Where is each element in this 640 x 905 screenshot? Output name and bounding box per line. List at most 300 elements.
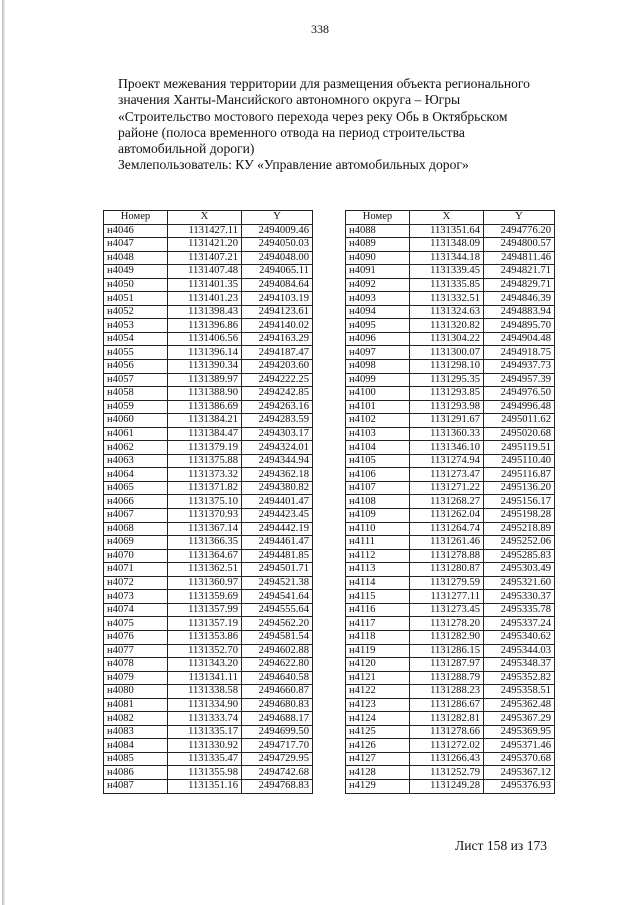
table-row <box>104 725 313 739</box>
y-coordinate-cell: 2495020.68 <box>484 427 555 441</box>
x-coordinate-cell: 1131273.47 <box>410 468 484 482</box>
table-row <box>104 603 313 617</box>
table-row <box>346 644 555 658</box>
x-coordinate-cell: 1131288.23 <box>410 685 484 699</box>
point-number-cell: н4128 <box>346 766 410 780</box>
table-row <box>346 238 555 252</box>
point-number-cell: н4053 <box>104 319 168 333</box>
y-coordinate-cell: 2495303.49 <box>484 563 555 577</box>
y-coordinate-cell: 2494729.95 <box>242 752 313 766</box>
x-coordinate-cell: 1131277.11 <box>410 590 484 604</box>
point-number-cell: н4080 <box>104 685 168 699</box>
table-row <box>346 671 555 685</box>
x-coordinate-cell: 1131352.70 <box>168 644 242 658</box>
table-row <box>346 603 555 617</box>
x-coordinate-cell: 1131390.34 <box>168 360 242 374</box>
table-row <box>346 305 555 319</box>
x-coordinate-cell: 1131298.10 <box>410 360 484 374</box>
x-coordinate-cell: 1131268.27 <box>410 495 484 509</box>
y-coordinate-cell: 2494009.46 <box>242 224 313 238</box>
y-coordinate-cell: 2494541.64 <box>242 590 313 604</box>
y-coordinate-cell: 2494140.02 <box>242 319 313 333</box>
x-coordinate-cell: 1131357.99 <box>168 603 242 617</box>
point-number-cell: н4050 <box>104 278 168 292</box>
y-coordinate-cell: 2494800.57 <box>484 238 555 252</box>
point-number-cell: н4114 <box>346 576 410 590</box>
x-coordinate-cell: 1131421.20 <box>168 238 242 252</box>
y-coordinate-cell: 2495337.24 <box>484 617 555 631</box>
scan-edge-shadow <box>2 0 5 905</box>
table-row <box>104 590 313 604</box>
table-row <box>104 414 313 428</box>
point-number-cell: н4094 <box>346 305 410 319</box>
point-number-cell: н4082 <box>104 712 168 726</box>
heading-line: районе (полоса временного отвода на период строительства <box>118 124 465 140</box>
point-number-cell: н4123 <box>346 698 410 712</box>
table-row <box>104 346 313 360</box>
y-coordinate-cell: 2495369.95 <box>484 725 555 739</box>
point-number-cell: н4095 <box>346 319 410 333</box>
y-coordinate-cell: 2495285.83 <box>484 549 555 563</box>
y-coordinate-cell: 2494688.17 <box>242 712 313 726</box>
y-coordinate-cell: 2494918.75 <box>484 346 555 360</box>
point-number-cell: н4103 <box>346 427 410 441</box>
table-row <box>104 698 313 712</box>
table-row <box>346 251 555 265</box>
point-number-cell: н4129 <box>346 779 410 793</box>
table-row <box>104 265 313 279</box>
table-row <box>104 644 313 658</box>
point-number-cell: н4047 <box>104 238 168 252</box>
y-coordinate-cell: 2494203.60 <box>242 360 313 374</box>
y-coordinate-cell: 2494380.82 <box>242 481 313 495</box>
table-row <box>346 779 555 793</box>
table-row <box>104 427 313 441</box>
table-row <box>104 332 313 346</box>
point-number-cell: н4048 <box>104 251 168 265</box>
y-coordinate-cell: 2495367.29 <box>484 712 555 726</box>
point-number-cell: н4086 <box>104 766 168 780</box>
y-coordinate-cell: 2495340.62 <box>484 630 555 644</box>
point-number-cell: н4090 <box>346 251 410 265</box>
table-row <box>104 468 313 482</box>
x-coordinate-cell: 1131359.69 <box>168 590 242 604</box>
y-coordinate-cell: 2494717.70 <box>242 739 313 753</box>
table-row <box>346 481 555 495</box>
y-coordinate-cell: 2494742.68 <box>242 766 313 780</box>
x-coordinate-cell: 1131389.97 <box>168 373 242 387</box>
point-number-cell: н4063 <box>104 454 168 468</box>
table-row <box>346 400 555 414</box>
point-number-cell: н4106 <box>346 468 410 482</box>
point-number-cell: н4104 <box>346 441 410 455</box>
x-coordinate-cell: 1131320.82 <box>410 319 484 333</box>
y-coordinate-cell: 2494187.47 <box>242 346 313 360</box>
heading-line: значения Ханты-Мансийского автономного округа – Югры <box>118 92 461 108</box>
table-row <box>346 563 555 577</box>
x-coordinate-cell: 1131362.51 <box>168 563 242 577</box>
x-coordinate-cell: 1131427.11 <box>168 224 242 238</box>
y-coordinate-cell: 2495352.82 <box>484 671 555 685</box>
x-coordinate-cell: 1131371.82 <box>168 481 242 495</box>
table-row <box>104 292 313 306</box>
table-row <box>104 481 313 495</box>
y-coordinate-cell: 2494622.80 <box>242 658 313 672</box>
y-coordinate-cell: 2494123.61 <box>242 305 313 319</box>
x-coordinate-cell: 1131335.47 <box>168 752 242 766</box>
x-coordinate-cell: 1131334.90 <box>168 698 242 712</box>
x-coordinate-cell: 1131364.67 <box>168 549 242 563</box>
table-row <box>104 251 313 265</box>
point-number-cell: н4064 <box>104 468 168 482</box>
table-row <box>104 563 313 577</box>
point-number-cell: н4046 <box>104 224 168 238</box>
y-coordinate-cell: 2495370.68 <box>484 752 555 766</box>
point-number-cell: н4057 <box>104 373 168 387</box>
x-coordinate-cell: 1131272.02 <box>410 739 484 753</box>
x-coordinate-cell: 1131375.88 <box>168 454 242 468</box>
point-number-cell: н4068 <box>104 522 168 536</box>
point-number-cell: н4119 <box>346 644 410 658</box>
point-number-cell: н4113 <box>346 563 410 577</box>
header-y: Y <box>242 211 313 225</box>
x-coordinate-cell: 1131287.97 <box>410 658 484 672</box>
table-row <box>104 617 313 631</box>
table-row <box>346 319 555 333</box>
table-row <box>346 698 555 712</box>
y-coordinate-cell: 2494442.19 <box>242 522 313 536</box>
y-coordinate-cell: 2495362.48 <box>484 698 555 712</box>
x-coordinate-cell: 1131343.20 <box>168 658 242 672</box>
table-row <box>104 685 313 699</box>
point-number-cell: н4076 <box>104 630 168 644</box>
x-coordinate-cell: 1131332.51 <box>410 292 484 306</box>
x-coordinate-cell: 1131262.04 <box>410 509 484 523</box>
x-coordinate-cell: 1131293.85 <box>410 387 484 401</box>
y-coordinate-cell: 2494050.03 <box>242 238 313 252</box>
document-heading <box>118 76 588 174</box>
y-coordinate-cell: 2495348.37 <box>484 658 555 672</box>
y-coordinate-cell: 2495198.28 <box>484 509 555 523</box>
point-number-cell: н4049 <box>104 265 168 279</box>
right-coordinates-table-container <box>345 210 555 794</box>
y-coordinate-cell: 2494283.59 <box>242 414 313 428</box>
table-row <box>346 346 555 360</box>
point-number-cell: н4122 <box>346 685 410 699</box>
point-number-cell: н4078 <box>104 658 168 672</box>
point-number-cell: н4054 <box>104 332 168 346</box>
x-coordinate-cell: 1131341.11 <box>168 671 242 685</box>
x-coordinate-cell: 1131379.19 <box>168 441 242 455</box>
table-row <box>104 238 313 252</box>
point-number-cell: н4107 <box>346 481 410 495</box>
x-coordinate-cell: 1131351.16 <box>168 779 242 793</box>
right-coordinates-table <box>345 210 555 794</box>
table-row <box>104 360 313 374</box>
point-number-cell: н4111 <box>346 536 410 550</box>
table-header-row <box>104 211 313 225</box>
point-number-cell: н4059 <box>104 400 168 414</box>
point-number-cell: н4097 <box>346 346 410 360</box>
table-row <box>346 495 555 509</box>
x-coordinate-cell: 1131335.85 <box>410 278 484 292</box>
point-number-cell: н4060 <box>104 414 168 428</box>
x-coordinate-cell: 1131293.98 <box>410 400 484 414</box>
x-coordinate-cell: 1131384.21 <box>168 414 242 428</box>
x-coordinate-cell: 1131273.45 <box>410 603 484 617</box>
table-row <box>346 414 555 428</box>
x-coordinate-cell: 1131271.22 <box>410 481 484 495</box>
table-row <box>104 454 313 468</box>
table-row <box>104 441 313 455</box>
table-row <box>346 427 555 441</box>
y-coordinate-cell: 2494423.45 <box>242 509 313 523</box>
x-coordinate-cell: 1131360.33 <box>410 427 484 441</box>
point-number-cell: н4127 <box>346 752 410 766</box>
x-coordinate-cell: 1131386.69 <box>168 400 242 414</box>
table-row <box>346 658 555 672</box>
point-number-cell: н4125 <box>346 725 410 739</box>
y-coordinate-cell: 2494821.71 <box>484 265 555 279</box>
point-number-cell: н4102 <box>346 414 410 428</box>
y-coordinate-cell: 2495371.46 <box>484 739 555 753</box>
x-coordinate-cell: 1131261.46 <box>410 536 484 550</box>
table-row <box>346 590 555 604</box>
table-row <box>104 576 313 590</box>
table-row <box>346 712 555 726</box>
point-number-cell: н4093 <box>346 292 410 306</box>
x-coordinate-cell: 1131264.74 <box>410 522 484 536</box>
x-coordinate-cell: 1131346.10 <box>410 441 484 455</box>
y-coordinate-cell: 2494222.25 <box>242 373 313 387</box>
point-number-cell: н4108 <box>346 495 410 509</box>
y-coordinate-cell: 2495321.60 <box>484 576 555 590</box>
y-coordinate-cell: 2494242.85 <box>242 387 313 401</box>
x-coordinate-cell: 1131291.67 <box>410 414 484 428</box>
point-number-cell: н4067 <box>104 509 168 523</box>
point-number-cell: н4091 <box>346 265 410 279</box>
x-coordinate-cell: 1131396.14 <box>168 346 242 360</box>
table-row <box>104 278 313 292</box>
x-coordinate-cell: 1131282.81 <box>410 712 484 726</box>
x-coordinate-cell: 1131366.35 <box>168 536 242 550</box>
table-row <box>104 387 313 401</box>
x-coordinate-cell: 1131278.66 <box>410 725 484 739</box>
y-coordinate-cell: 2494324.01 <box>242 441 313 455</box>
point-number-cell: н4109 <box>346 509 410 523</box>
table-row <box>346 630 555 644</box>
table-row <box>346 332 555 346</box>
point-number-cell: н4074 <box>104 603 168 617</box>
table-row <box>104 712 313 726</box>
x-coordinate-cell: 1131401.35 <box>168 278 242 292</box>
heading-line: «Строительство мостового перехода через реку Обь в Октябрьском <box>118 108 508 124</box>
x-coordinate-cell: 1131333.74 <box>168 712 242 726</box>
table-row <box>104 509 313 523</box>
y-coordinate-cell: 2495119.51 <box>484 441 555 455</box>
x-coordinate-cell: 1131407.48 <box>168 265 242 279</box>
x-coordinate-cell: 1131330.92 <box>168 739 242 753</box>
x-coordinate-cell: 1131396.86 <box>168 319 242 333</box>
y-coordinate-cell: 2494344.94 <box>242 454 313 468</box>
header-num: Номер <box>104 211 168 225</box>
header-x: X <box>168 211 242 225</box>
point-number-cell: н4116 <box>346 603 410 617</box>
point-number-cell: н4110 <box>346 522 410 536</box>
x-coordinate-cell: 1131252.79 <box>410 766 484 780</box>
y-coordinate-cell: 2495116.87 <box>484 468 555 482</box>
table-row <box>104 671 313 685</box>
table-row <box>346 468 555 482</box>
point-number-cell: н4056 <box>104 360 168 374</box>
y-coordinate-cell: 2494501.71 <box>242 563 313 577</box>
x-coordinate-cell: 1131288.79 <box>410 671 484 685</box>
table-row <box>346 522 555 536</box>
y-coordinate-cell: 2494976.50 <box>484 387 555 401</box>
point-number-cell: н4081 <box>104 698 168 712</box>
y-coordinate-cell: 2494084.64 <box>242 278 313 292</box>
y-coordinate-cell: 2494461.47 <box>242 536 313 550</box>
table-row <box>346 549 555 563</box>
y-coordinate-cell: 2494481.85 <box>242 549 313 563</box>
y-coordinate-cell: 2494768.83 <box>242 779 313 793</box>
point-number-cell: н4083 <box>104 725 168 739</box>
table-row <box>346 387 555 401</box>
x-coordinate-cell: 1131324.63 <box>410 305 484 319</box>
y-coordinate-cell: 2494263.16 <box>242 400 313 414</box>
y-coordinate-cell: 2494303.17 <box>242 427 313 441</box>
table-row <box>104 319 313 333</box>
header-x: X <box>410 211 484 225</box>
left-coordinates-table <box>103 210 313 794</box>
x-coordinate-cell: 1131278.20 <box>410 617 484 631</box>
point-number-cell: н4069 <box>104 536 168 550</box>
y-coordinate-cell: 2494362.18 <box>242 468 313 482</box>
x-coordinate-cell: 1131300.07 <box>410 346 484 360</box>
y-coordinate-cell: 2495252.06 <box>484 536 555 550</box>
y-coordinate-cell: 2494680.83 <box>242 698 313 712</box>
table-row <box>346 360 555 374</box>
y-coordinate-cell: 2494904.48 <box>484 332 555 346</box>
y-coordinate-cell: 2495110.40 <box>484 454 555 468</box>
x-coordinate-cell: 1131335.17 <box>168 725 242 739</box>
y-coordinate-cell: 2494602.88 <box>242 644 313 658</box>
point-number-cell: н4099 <box>346 373 410 387</box>
table-row <box>104 536 313 550</box>
point-number-cell: н4112 <box>346 549 410 563</box>
point-number-cell: н4066 <box>104 495 168 509</box>
point-number-cell: н4065 <box>104 481 168 495</box>
left-coordinates-table-container <box>103 210 313 794</box>
y-coordinate-cell: 2494996.48 <box>484 400 555 414</box>
y-coordinate-cell: 2494957.39 <box>484 373 555 387</box>
table-row <box>346 617 555 631</box>
y-coordinate-cell: 2494401.47 <box>242 495 313 509</box>
table-row <box>104 779 313 793</box>
y-coordinate-cell: 2494555.64 <box>242 603 313 617</box>
y-coordinate-cell: 2495330.37 <box>484 590 555 604</box>
table-row <box>104 495 313 509</box>
table-row <box>104 739 313 753</box>
y-coordinate-cell: 2494521.38 <box>242 576 313 590</box>
x-coordinate-cell: 1131398.43 <box>168 305 242 319</box>
x-coordinate-cell: 1131384.47 <box>168 427 242 441</box>
x-coordinate-cell: 1131401.23 <box>168 292 242 306</box>
x-coordinate-cell: 1131339.45 <box>410 265 484 279</box>
table-row <box>104 658 313 672</box>
point-number-cell: н4124 <box>346 712 410 726</box>
x-coordinate-cell: 1131282.90 <box>410 630 484 644</box>
point-number-cell: н4055 <box>104 346 168 360</box>
table-row <box>346 509 555 523</box>
y-coordinate-cell: 2494103.19 <box>242 292 313 306</box>
point-number-cell: н4120 <box>346 658 410 672</box>
page-number: 338 <box>311 22 329 36</box>
x-coordinate-cell: 1131278.88 <box>410 549 484 563</box>
y-coordinate-cell: 2494065.11 <box>242 265 313 279</box>
table-row <box>346 536 555 550</box>
point-number-cell: н4101 <box>346 400 410 414</box>
x-coordinate-cell: 1131370.93 <box>168 509 242 523</box>
table-row <box>346 292 555 306</box>
point-number-cell: н4084 <box>104 739 168 753</box>
point-number-cell: н4070 <box>104 549 168 563</box>
x-coordinate-cell: 1131286.67 <box>410 698 484 712</box>
table-row <box>346 454 555 468</box>
point-number-cell: н4061 <box>104 427 168 441</box>
table-row <box>346 685 555 699</box>
x-coordinate-cell: 1131355.98 <box>168 766 242 780</box>
point-number-cell: н4077 <box>104 644 168 658</box>
y-coordinate-cell: 2494895.70 <box>484 319 555 333</box>
x-coordinate-cell: 1131407.21 <box>168 251 242 265</box>
x-coordinate-cell: 1131295.35 <box>410 373 484 387</box>
x-coordinate-cell: 1131353.86 <box>168 630 242 644</box>
point-number-cell: н4088 <box>346 224 410 238</box>
table-header-row <box>346 211 555 225</box>
point-number-cell: н4062 <box>104 441 168 455</box>
y-coordinate-cell: 2495136.20 <box>484 481 555 495</box>
point-number-cell: н4126 <box>346 739 410 753</box>
table-row <box>346 265 555 279</box>
point-number-cell: н4105 <box>346 454 410 468</box>
table-row <box>104 522 313 536</box>
table-row <box>104 305 313 319</box>
point-number-cell: н4121 <box>346 671 410 685</box>
x-coordinate-cell: 1131360.97 <box>168 576 242 590</box>
point-number-cell: н4071 <box>104 563 168 577</box>
x-coordinate-cell: 1131406.56 <box>168 332 242 346</box>
header-y: Y <box>484 211 555 225</box>
table-row <box>104 400 313 414</box>
x-coordinate-cell: 1131375.10 <box>168 495 242 509</box>
y-coordinate-cell: 2494883.94 <box>484 305 555 319</box>
header-num: Номер <box>346 211 410 225</box>
x-coordinate-cell: 1131266.43 <box>410 752 484 766</box>
point-number-cell: н4096 <box>346 332 410 346</box>
point-number-cell: н4075 <box>104 617 168 631</box>
point-number-cell: н4098 <box>346 360 410 374</box>
point-number-cell: н4089 <box>346 238 410 252</box>
point-number-cell: н4092 <box>346 278 410 292</box>
x-coordinate-cell: 1131367.14 <box>168 522 242 536</box>
x-coordinate-cell: 1131351.64 <box>410 224 484 238</box>
table-row <box>346 766 555 780</box>
point-number-cell: н4085 <box>104 752 168 766</box>
point-number-cell: н4118 <box>346 630 410 644</box>
x-coordinate-cell: 1131357.19 <box>168 617 242 631</box>
x-coordinate-cell: 1131286.15 <box>410 644 484 658</box>
